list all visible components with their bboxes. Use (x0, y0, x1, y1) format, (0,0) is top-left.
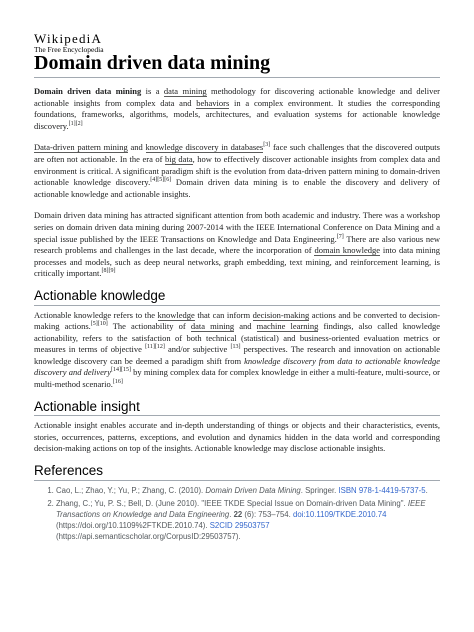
link-big-data[interactable]: big data (165, 153, 193, 164)
text: and (127, 142, 146, 153)
text: (6): 753–754. (242, 509, 293, 519)
text: . (229, 509, 234, 519)
reference-item (56, 498, 440, 542)
link-data-driven-pattern-mining[interactable]: Data-driven pattern mining (34, 142, 128, 153)
title-divider (34, 77, 440, 78)
s2cid-link[interactable]: 29503757 (234, 520, 270, 530)
link-decision-making[interactable]: decision-making (252, 309, 310, 320)
link-data-mining-2[interactable]: data mining (190, 321, 235, 332)
text: Domain driven data mining is to enable the discovery and delivery of actionable knowledge and actionable insights. (34, 177, 440, 199)
text: by mining complex data for complex knowledge in either a multi-feature, multi-source, or multi-method scenario. (34, 367, 440, 390)
citation[interactable]: [13] (230, 344, 241, 351)
logo-wordmark: WikipediA (34, 31, 103, 46)
text: The actionability of (107, 321, 191, 332)
reference-volume: 22 (233, 509, 243, 519)
intro-paragraph-1 (34, 86, 440, 132)
actionable-insight-paragraph: Actionable insight enables accurate and in-depth understanding of things or objects and their characteristics, events, stories, occurrences, patterns, exceptions, and evolution and dynamics hidden in the data world and corresponding decision-making actions on top of the insights. Actionable knowledge may disclose actionable insights. (34, 420, 440, 454)
intro-paragraph-3 (34, 210, 440, 280)
text: . (425, 485, 428, 495)
doi-link[interactable]: doi:10.1109/TKDE.2010.74 (292, 509, 387, 519)
text: and (234, 321, 257, 332)
text: that can inform (194, 309, 253, 320)
text: , how to effectively discover actionable insights from complex data and environment is critical. A significant paradigm shift is the evolution from data-driven pattern mining to domain-driven actionable knowledge discovery. (34, 153, 440, 188)
page-title: Domain driven data mining (34, 52, 271, 74)
text: into data mining processes and models, such as deep neural networks, graph embedding, text mining, and reinforcement learning, is critically important. (34, 245, 441, 279)
heading-actionable-insight: Actionable insight (34, 401, 440, 417)
text: Actionable knowledge refers to the (34, 309, 158, 320)
citation[interactable]: [3] (263, 142, 271, 149)
text: in a complex environment. It studies the corresponding foundations, frameworks, algorithms, models, architectures, and evaluation systems for actionable knowledge discovery. (34, 97, 440, 131)
link-kdd[interactable]: knowledge discovery in databases (145, 142, 264, 153)
link-machine-learning[interactable]: machine learning (256, 321, 319, 332)
citation[interactable]: [7] (336, 233, 344, 240)
text: actions and be converted to decision-making actions. (34, 309, 440, 332)
reference-list (34, 485, 440, 542)
heading-actionable-knowledge: Actionable knowledge (34, 290, 440, 306)
text: . Springer. (300, 485, 339, 495)
text: Domain driven data mining has attracted significant attention from both academic and industry. There was a workshop series on domain driven data mining during 2007-2014 with the IEEE International Conference on Data Mining and a special issue published by the IEEE Transactions on Knowledge and Data Engineering. (34, 210, 440, 244)
citation[interactable]: [16] (112, 379, 123, 386)
italic-phrase: knowledge discovery from data to actionable knowledge discovery and delivery (34, 355, 440, 378)
text: There are also various new research problems and challenges in the last decade, where the incorporation of (34, 233, 441, 256)
text: is a (141, 86, 164, 96)
isbn-link[interactable]: ISBN 978-1-4419-5737-5 (338, 485, 426, 495)
text: and/or subjective (164, 344, 231, 355)
citation[interactable]: [4][5][6] (150, 177, 172, 184)
link-domain-knowledge[interactable]: domain knowledge (314, 245, 381, 256)
actionable-knowledge-paragraph (34, 310, 440, 391)
text: methodology for discovering actionable knowledge and deliver actionable insights from complex data and (34, 86, 440, 108)
logo-tagline: The Free Encyclopedia (34, 45, 104, 54)
link-behaviors[interactable]: behaviors (196, 97, 230, 108)
text: findings, also called knowledge actionability, refers to the satisfaction of both technical (statistical) and business-oriented evaluation metrics or measures in terms of objective (34, 321, 440, 355)
citation[interactable]: [5][10] (90, 321, 108, 328)
text: face such challenges that the discovered outputs are often not actionable. In the era of (34, 142, 440, 164)
text: perspectives. The research and innovation on actionable knowledge discovery can be deemed a paradigm shift from (34, 344, 440, 366)
intro-paragraph-2 (34, 142, 440, 200)
text: (https://doi.org/10.1109%2FTKDE.2010.74). (56, 520, 210, 530)
s2cid-label[interactable]: S2CID (209, 520, 233, 530)
article-body (34, 86, 440, 544)
lead-term: Domain driven data mining (34, 86, 142, 96)
text: Zhang, C.; Yu, P. S.; Bell, D. (June 2010). "IEEE TKDE Special Issue on Domain-driven Data Mining". (56, 498, 408, 508)
citation[interactable]: [8][9] (101, 268, 116, 275)
heading-references: References (34, 465, 440, 481)
reference-title: Domain Driven Data Mining (205, 485, 301, 495)
reference-item (56, 485, 440, 496)
wikipedia-logo[interactable] (34, 32, 104, 54)
link-knowledge[interactable]: knowledge (157, 309, 195, 320)
citation[interactable]: [11][12] (145, 344, 165, 351)
citation[interactable]: [1][2] (68, 120, 83, 127)
reference-journal: IEEE Transactions on Knowledge and Data Engineering (56, 498, 426, 519)
citation[interactable]: [14][15] (111, 367, 132, 374)
text: Cao, L.; Zhao, Y.; Yu, P.; Zhang, C. (2010). (56, 485, 206, 495)
text: (https://api.semanticscholar.org/CorpusID:29503757). (56, 531, 241, 541)
link-data-mining[interactable]: data mining (163, 86, 207, 96)
